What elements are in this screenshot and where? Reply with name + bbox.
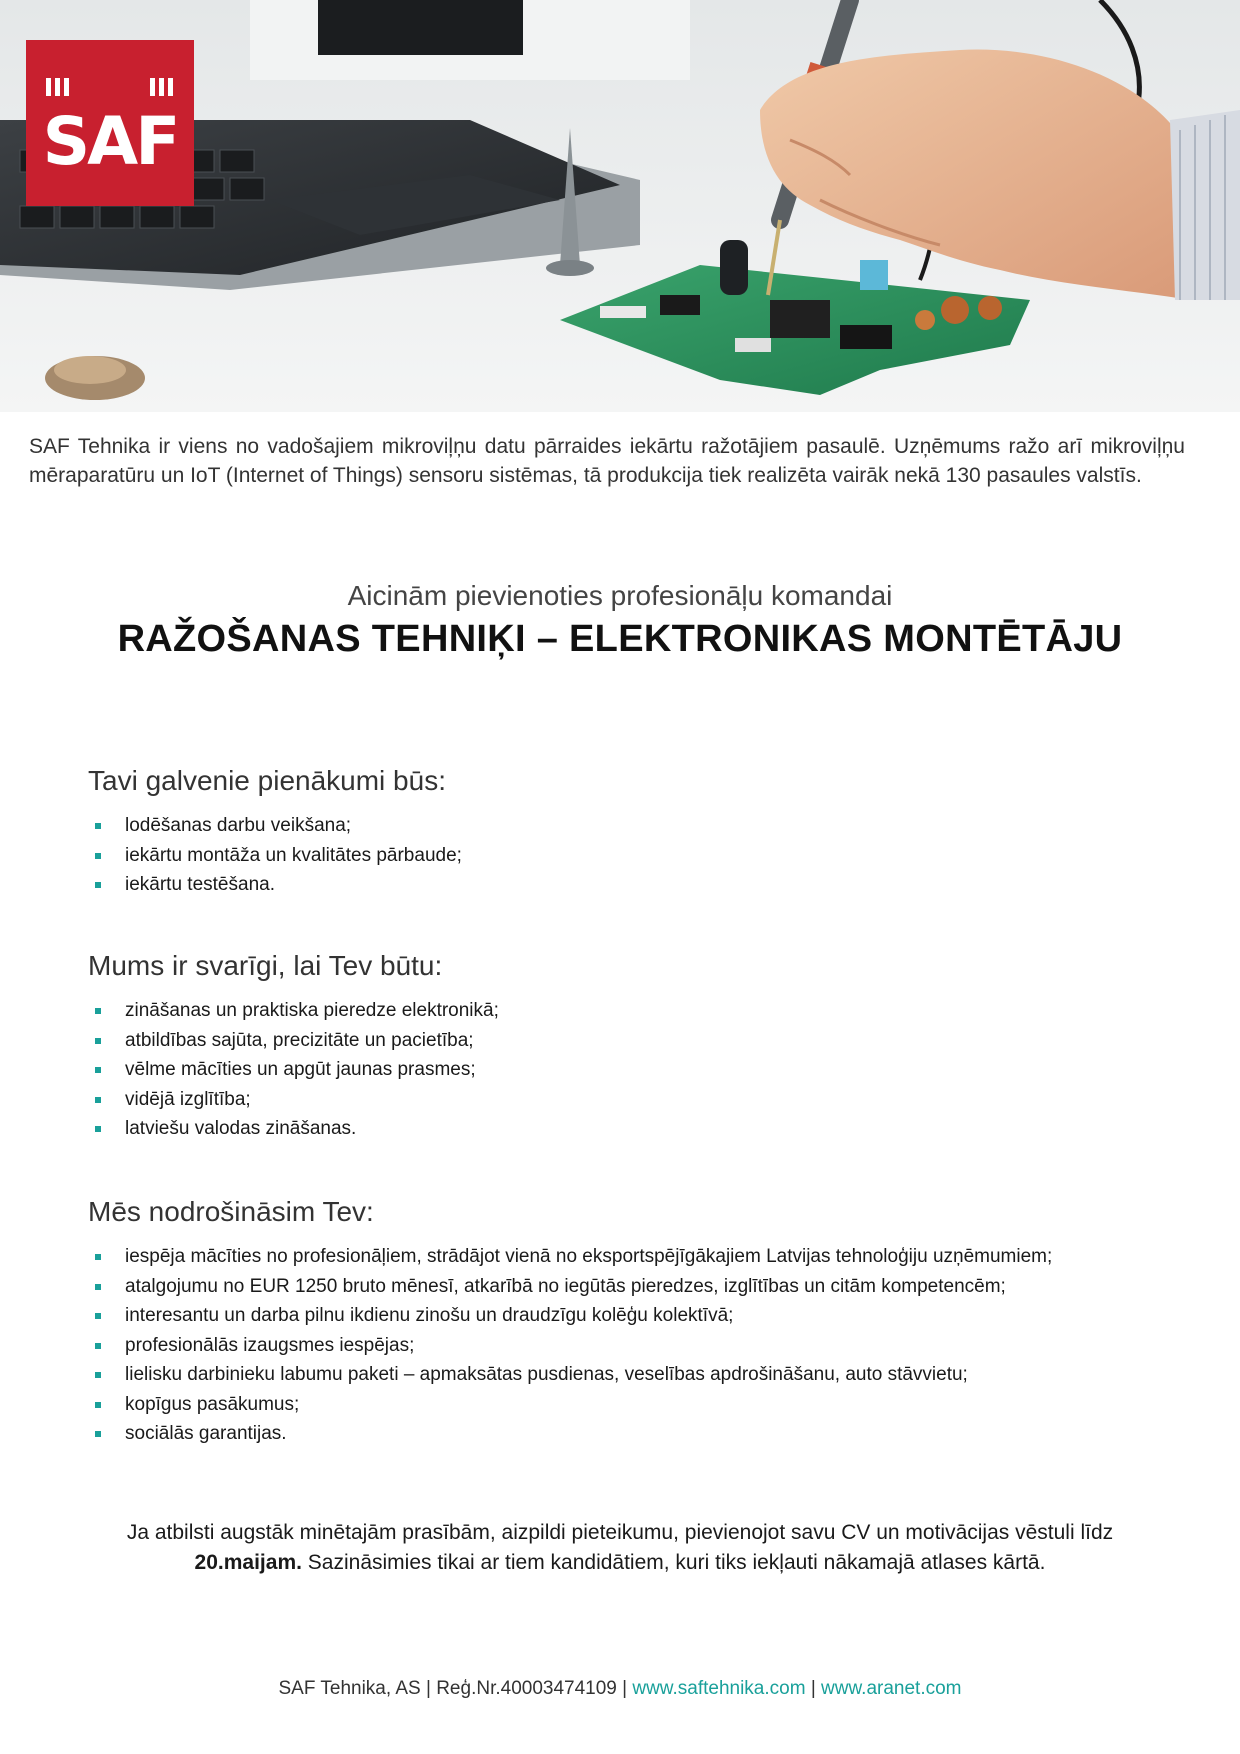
list-item: vēlme mācīties un apgūt jaunas prasmes;: [88, 1055, 1188, 1085]
square-bullet-icon: [95, 1067, 101, 1073]
list-item: iekārtu montāža un kvalitātes pārbaude;: [88, 841, 1188, 871]
square-bullet-icon: [95, 1372, 101, 1378]
responsibilities-section: [88, 765, 1188, 900]
company-intro: SAF Tehnika ir viens no vadošajiem mikroviļņu datu pārraides iekārtu ražotājiem pasaulē. Uzņēmums ražo arī mikroviļņu mēraparatūru un IoT (Internet of Things) sensoru sistēmas, tā produkcija tiek realizēta vairāk nekā 130 pasaules valstīs.: [29, 435, 1185, 487]
square-bullet-icon: [95, 1126, 101, 1132]
footer-separator: |: [805, 1678, 822, 1699]
list-item: atalgojumu no EUR 1250 bruto mēnesī, atkarībā no iegūtās pieredzes, izglītības un citām kompetencēm;: [88, 1272, 1188, 1302]
square-bullet-icon: [95, 1097, 101, 1103]
section-heading: Mēs nodrošināsim Tev:: [88, 1196, 374, 1227]
saftehnika-link[interactable]: www.saftehnika.com: [632, 1678, 806, 1699]
square-bullet-icon: [95, 1254, 101, 1260]
square-bullet-icon: [95, 1313, 101, 1319]
square-bullet-icon: [95, 882, 101, 888]
list-item: zināšanas un praktiska pieredze elektronikā;: [88, 996, 1188, 1026]
job-title: RAŽOŠANAS TEHNIĶI – ELEKTRONIKAS MONTĒTĀJU: [117, 618, 1123, 660]
deadline-date: 20.maijam.: [194, 1551, 302, 1574]
section-heading: Mums ir svarīgi, lai Tev būtu:: [88, 950, 443, 981]
logo-text: SAF: [42, 103, 178, 180]
list-item: profesionālās izaugsmes iespējas;: [88, 1331, 1188, 1361]
square-bullet-icon: [95, 1343, 101, 1349]
hero-photo: [0, 0, 1240, 412]
list-item: lielisku darbinieku labumu paketi – apmaksātas pusdienas, veselības apdrošināšanu, auto stāvvietu;: [88, 1360, 1188, 1390]
application-instructions: Ja atbilsti augstāk minētajām prasībām, aizpildi pieteikumu, pievienojot savu CV un motivācijas vēstuli līdz 20.maijam. Sazināsimies tikai ar tiem kandidātiem, kuri tiks iekļauti nākamajā atlases kārtā.: [126, 1521, 1114, 1574]
square-bullet-icon: [95, 1008, 101, 1014]
list-item: iespēja mācīties no profesionāļiem, strādājot vienā no eksportspējīgākajiem Latvijas tehnoloģiju uzņēmumiem;: [88, 1242, 1188, 1272]
benefits-section: [88, 1196, 1188, 1449]
list-item: sociālās garantijas.: [88, 1419, 1188, 1449]
list-item: kopīgus pasākumus;: [88, 1390, 1188, 1420]
bullet-list: [88, 811, 1188, 900]
square-bullet-icon: [95, 823, 101, 829]
bullet-list: [88, 1242, 1188, 1449]
list-item: vidējā izglītība;: [88, 1085, 1188, 1115]
company-registration: SAF Tehnika, AS | Reģ.Nr.40003474109 |: [278, 1678, 633, 1699]
aranet-link[interactable]: www.aranet.com: [821, 1678, 962, 1699]
square-bullet-icon: [95, 1038, 101, 1044]
list-item: atbildības sajūta, precizitāte un pacietība;: [88, 1026, 1188, 1056]
square-bullet-icon: [95, 1284, 101, 1290]
square-bullet-icon: [95, 1431, 101, 1437]
footer: [0, 1678, 1240, 1700]
list-item: lodēšanas darbu veikšana;: [88, 811, 1188, 841]
square-bullet-icon: [95, 1402, 101, 1408]
list-item: interesantu un darba pilnu ikdienu zinošu un draudzīgu kolēģu kolektīvā;: [88, 1301, 1188, 1331]
list-item: iekārtu testēšana.: [88, 870, 1188, 900]
square-bullet-icon: [95, 853, 101, 859]
saf-logo-mark: [26, 40, 194, 206]
bullet-list: [88, 996, 1188, 1144]
saf-logo: [26, 40, 194, 206]
list-item: latviešu valodas zināšanas.: [88, 1114, 1188, 1144]
page-subtitle: Aicinām pievienoties profesionāļu komandai: [347, 580, 893, 611]
requirements-section: [88, 950, 1188, 1144]
section-heading: Tavi galvenie pienākumi būs:: [88, 765, 446, 796]
